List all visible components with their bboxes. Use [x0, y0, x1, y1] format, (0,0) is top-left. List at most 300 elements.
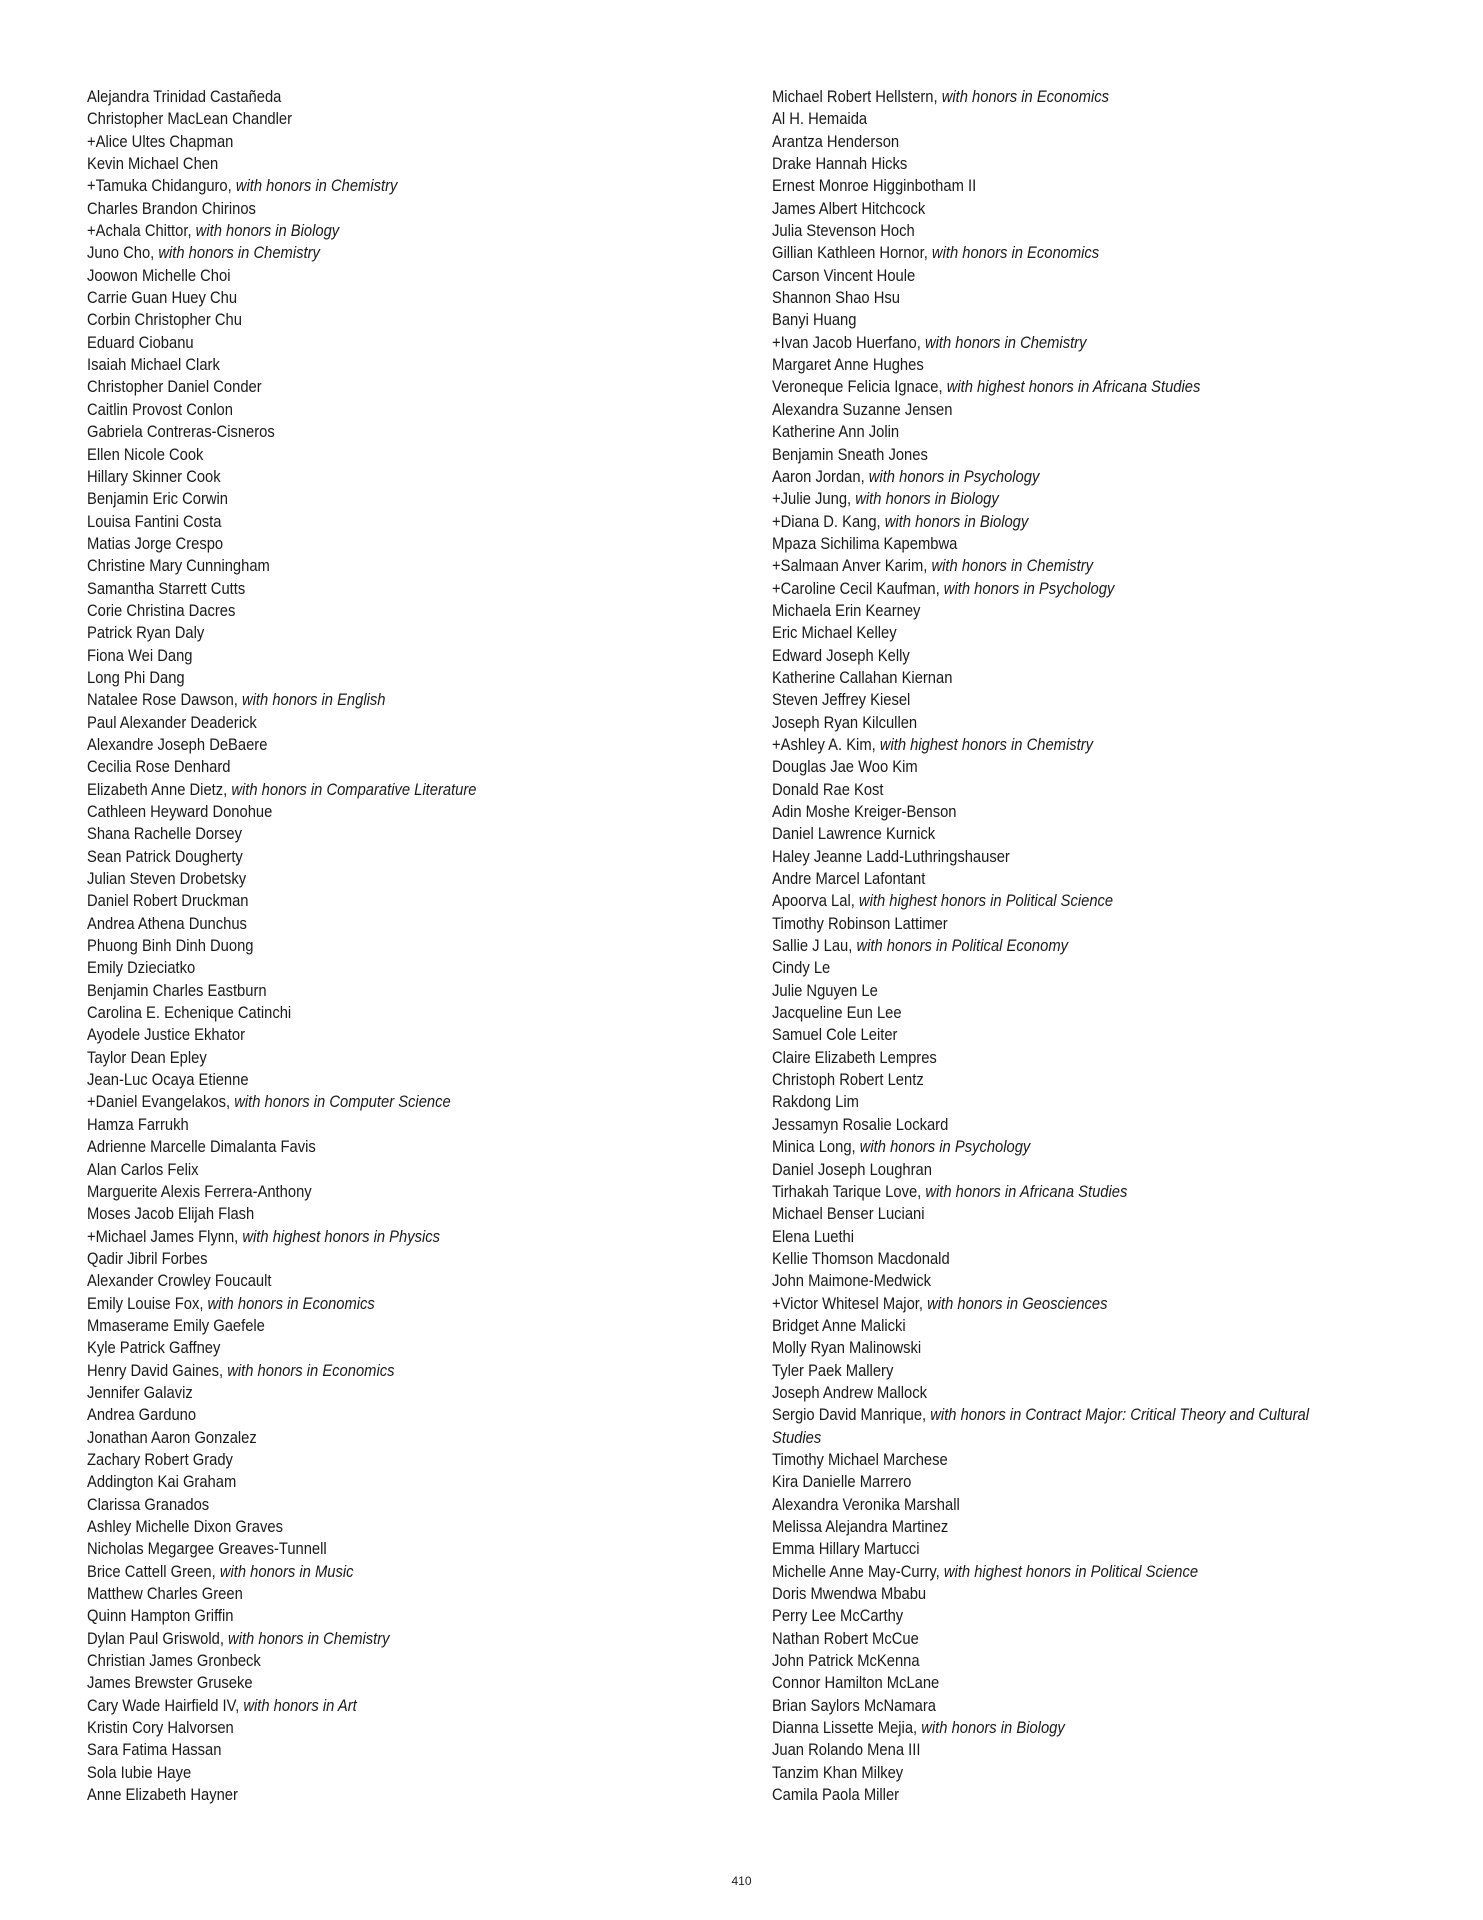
- graduate-entry: [772, 1605, 1330, 1627]
- honors-designation: with honors in Computer Science: [234, 1093, 451, 1112]
- graduate-name: Ellen Nicole Cook: [87, 445, 204, 464]
- honors-designation: with honors in Biology: [855, 490, 999, 509]
- graduate-name: Alejandra Trinidad Castañeda: [87, 88, 282, 106]
- graduate-name: Phuong Binh Dinh Duong: [87, 937, 254, 956]
- graduate-entry: [87, 913, 627, 935]
- honors-designation: with highest honors in Physics: [242, 1227, 440, 1246]
- graduate-name: Tanzim Khan Milkey: [772, 1763, 904, 1782]
- graduate-entry: [87, 1002, 627, 1024]
- graduate-name: Ashley Michelle Dixon Graves: [87, 1518, 283, 1536]
- graduate-entry: [87, 801, 627, 823]
- graduate-name: Jonathan Aaron Gonzalez: [87, 1428, 257, 1447]
- graduate-name: Jessamyn Rosalie Lockard: [772, 1115, 949, 1134]
- graduate-name: Carolina E. Echenique Catinchi: [87, 1004, 292, 1023]
- graduate-entry: [87, 265, 627, 287]
- graduate-entry: [87, 108, 627, 130]
- graduate-name: Paul Alexander Deaderick: [87, 713, 257, 732]
- graduate-entry: [87, 220, 627, 242]
- graduate-entry: [772, 779, 1330, 801]
- graduate-entry: [87, 1739, 627, 1761]
- graduate-name: Tirhakah Tarique Love,: [772, 1182, 922, 1201]
- graduate-entry: [87, 1382, 627, 1404]
- graduate-name: Daniel Robert Druckman: [87, 892, 249, 911]
- graduate-name: Bridget Anne Malicki: [772, 1316, 906, 1335]
- graduate-name: Timothy Michael Marchese: [772, 1450, 948, 1469]
- graduate-name: Minica Long,: [772, 1138, 856, 1157]
- graduate-name: Louisa Fantini Costa: [87, 512, 222, 531]
- graduate-entry: [87, 846, 627, 868]
- graduate-name: Christine Mary Cunningham: [87, 557, 270, 576]
- graduate-entry: [87, 1672, 627, 1694]
- graduate-entry: [772, 1047, 1330, 1069]
- graduate-entry: [87, 1494, 627, 1516]
- graduate-entry: [772, 846, 1330, 868]
- graduate-name: Nathan Robert McCue: [772, 1629, 919, 1648]
- graduate-entry: [772, 153, 1330, 175]
- graduate-entry: [772, 1203, 1330, 1225]
- graduate-name: Emily Dzieciatko: [87, 959, 196, 978]
- graduate-entry: [772, 890, 1330, 912]
- graduate-entry: [772, 868, 1330, 890]
- graduate-name: Sallie J Lau,: [772, 937, 853, 956]
- graduate-name: Drake Hannah Hicks: [772, 155, 908, 174]
- graduate-name: Benjamin Charles Eastburn: [87, 981, 267, 1000]
- graduate-entry: [772, 1114, 1330, 1136]
- graduate-entry: [772, 600, 1330, 622]
- graduate-entry: [87, 1024, 627, 1046]
- graduate-name: Molly Ryan Malinowski: [772, 1339, 922, 1358]
- graduate-entry: [772, 332, 1330, 354]
- graduate-entry: [772, 309, 1330, 331]
- honors-designation: with honors in Chemistry: [931, 557, 1093, 576]
- graduate-name: Adin Moshe Kreiger-Benson: [772, 803, 957, 821]
- graduate-entry: [87, 980, 627, 1002]
- graduate-name: Christian James Gronbeck: [87, 1652, 261, 1671]
- graduate-name: Perry Lee McCarthy: [772, 1607, 904, 1626]
- graduate-name: Mmaserame Emily Gaefele: [87, 1316, 265, 1335]
- graduate-name: Charles Brandon Chirinos: [87, 199, 256, 218]
- graduate-entry: [772, 1337, 1330, 1359]
- graduate-name: Brice Cattell Green,: [87, 1562, 216, 1581]
- graduate-name: Anne Elizabeth Hayner: [87, 1786, 238, 1805]
- graduate-entry: [87, 935, 627, 957]
- graduate-entry: [87, 86, 627, 108]
- graduate-entry: [87, 488, 627, 510]
- graduate-entry: [772, 667, 1330, 689]
- graduate-name: Eduard Ciobanu: [87, 333, 194, 352]
- graduate-name: Camila Paola Miller: [772, 1786, 900, 1805]
- graduate-name: Zachary Robert Grady: [87, 1450, 233, 1469]
- graduate-name: +Alice Ultes Chapman: [87, 132, 234, 151]
- graduate-entry: [87, 957, 627, 979]
- graduate-name: Steven Jeffrey Kiesel: [772, 691, 911, 710]
- graduate-entry: [87, 1091, 627, 1113]
- graduate-entry: [772, 86, 1330, 108]
- graduate-name: +Ashley A. Kim,: [772, 735, 876, 754]
- graduate-entry: [772, 265, 1330, 287]
- graduate-name: Nicholas Megargee Greaves-Tunnell: [87, 1540, 327, 1559]
- graduate-entry: [772, 1672, 1330, 1694]
- graduate-name: Edward Joseph Kelly: [772, 646, 910, 665]
- graduate-name: Ayodele Justice Ekhator: [87, 1026, 245, 1045]
- graduate-name: Jean-Luc Ocaya Etienne: [87, 1071, 249, 1090]
- graduate-name: Taylor Dean Epley: [87, 1048, 207, 1067]
- graduate-name: James Albert Hitchcock: [772, 199, 926, 218]
- graduate-entry: [87, 555, 627, 577]
- graduate-entry: [772, 622, 1330, 644]
- graduate-name: Daniel Joseph Loughran: [772, 1160, 932, 1179]
- honors-designation: with honors in Psychology: [868, 467, 1040, 486]
- graduate-name: +Caroline Cecil Kaufman,: [772, 579, 940, 598]
- graduate-entry: [772, 1226, 1330, 1248]
- graduate-name: Ernest Monroe Higginbotham II: [772, 177, 977, 196]
- graduate-name: Corbin Christopher Chu: [87, 311, 242, 330]
- graduate-name: Andre Marcel Lafontant: [772, 870, 926, 889]
- graduate-entry: [772, 1650, 1330, 1672]
- graduate-name: Katherine Callahan Kiernan: [772, 668, 953, 687]
- graduate-name: Joseph Andrew Mallock: [772, 1383, 927, 1402]
- honors-designation: with honors in English: [241, 691, 386, 710]
- graduate-entry: [772, 198, 1330, 220]
- graduate-entry: [87, 1583, 627, 1605]
- graduate-entry: [772, 220, 1330, 242]
- graduate-entry: [772, 645, 1330, 667]
- graduate-entry: [87, 399, 627, 421]
- honors-designation: with honors in Chemistry: [924, 333, 1087, 352]
- graduate-name: Samuel Cole Leiter: [772, 1026, 898, 1045]
- graduate-name: Qadir Jibril Forbes: [87, 1249, 208, 1268]
- graduate-entry: [772, 1293, 1330, 1315]
- graduate-entry: [772, 533, 1330, 555]
- honors-designation: with honors in Biology: [884, 512, 1029, 531]
- graduate-name: Corie Christina Dacres: [87, 601, 236, 620]
- graduate-entry: [772, 1136, 1330, 1158]
- graduate-entry: [772, 1002, 1330, 1024]
- graduate-name: Joowon Michelle Choi: [87, 266, 231, 285]
- graduate-entry: [87, 1069, 627, 1091]
- graduate-entry: [772, 1024, 1330, 1046]
- honors-designation: with honors in Political Economy: [856, 937, 1069, 956]
- graduate-name: Shana Rachelle Dorsey: [87, 825, 242, 844]
- graduate-name: +Julie Jung,: [772, 490, 852, 509]
- graduate-entry: [87, 332, 627, 354]
- graduate-entry: [772, 511, 1330, 533]
- graduate-entry: [87, 1717, 627, 1739]
- graduate-name: Emma Hillary Martucci: [772, 1540, 920, 1559]
- graduate-entry: [772, 734, 1330, 756]
- graduate-name: Cecilia Rose Denhard: [87, 758, 231, 777]
- graduate-name: Caitlin Provost Conlon: [87, 400, 233, 419]
- graduate-name: Alexandre Joseph DeBaere: [87, 735, 268, 754]
- graduate-name: Daniel Lawrence Kurnick: [772, 825, 936, 844]
- graduate-name: Apoorva Lal,: [772, 892, 855, 911]
- graduate-entry: [87, 376, 627, 398]
- graduate-name: +Salmaan Anver Karim,: [772, 557, 928, 576]
- graduate-name: Mpaza Sichilima Kapembwa: [772, 534, 958, 553]
- graduate-list-left-column: [87, 86, 627, 1806]
- graduate-name: Kyle Patrick Gaffney: [87, 1339, 221, 1358]
- graduate-name: Carson Vincent Houle: [772, 266, 916, 285]
- graduate-entry: [772, 1516, 1330, 1538]
- graduate-entry: [87, 1047, 627, 1069]
- graduate-name: Veroneque Felicia Ignace,: [772, 378, 943, 397]
- graduate-name: Sean Patrick Dougherty: [87, 847, 243, 866]
- graduate-entry: [87, 242, 627, 264]
- graduate-name: Douglas Jae Woo Kim: [772, 758, 918, 777]
- graduate-name: Benjamin Eric Corwin: [87, 490, 229, 509]
- graduate-name: Hillary Skinner Cook: [87, 467, 221, 486]
- graduate-entry: [772, 578, 1330, 600]
- graduate-name: Juan Rolando Mena III: [772, 1741, 921, 1760]
- honors-designation: with honors in Art: [243, 1696, 357, 1715]
- graduate-entry: [87, 1337, 627, 1359]
- graduate-name: Julie Nguyen Le: [772, 981, 878, 1000]
- graduate-name: Hamza Farrukh: [87, 1115, 189, 1134]
- graduate-entry: [772, 1382, 1330, 1404]
- graduate-name: Moses Jacob Elijah Flash: [87, 1205, 255, 1224]
- graduate-entry: [87, 779, 627, 801]
- honors-designation: with honors in Psychology: [943, 579, 1115, 598]
- graduate-name: Marguerite Alexis Ferrera-Anthony: [87, 1182, 312, 1201]
- graduate-entry: [772, 1159, 1330, 1181]
- graduate-entry: [772, 1449, 1330, 1471]
- graduate-entry: [772, 1784, 1330, 1806]
- graduate-name: Rakdong Lim: [772, 1093, 859, 1112]
- graduate-name: Fiona Wei Dang: [87, 646, 193, 665]
- graduate-entry: [772, 1091, 1330, 1113]
- graduate-name: Doris Mwendwa Mbabu: [772, 1585, 927, 1604]
- graduate-name: Dianna Lissette Mejia,: [772, 1719, 918, 1738]
- graduate-entry: [772, 1538, 1330, 1560]
- graduate-entry: [87, 890, 627, 912]
- graduate-entry: [87, 1762, 627, 1784]
- graduate-name: Christoph Robert Lentz: [772, 1071, 924, 1090]
- graduate-name: Katherine Ann Jolin: [772, 423, 900, 442]
- graduate-name: Claire Elizabeth Lempres: [772, 1048, 937, 1067]
- graduate-name: Timothy Robinson Lattimer: [772, 914, 948, 933]
- graduate-entry: [87, 421, 627, 443]
- graduate-name: Henry David Gaines,: [87, 1361, 224, 1380]
- graduate-name: Matias Jorge Crespo: [87, 534, 224, 553]
- graduate-name: Sola Iubie Haye: [87, 1763, 192, 1782]
- graduate-entry: [87, 1471, 627, 1493]
- graduate-entry: [772, 712, 1330, 734]
- graduate-name: Patrick Ryan Daly: [87, 624, 205, 643]
- graduate-list-right-column: [772, 86, 1330, 1806]
- graduate-name: Sara Fatima Hassan: [87, 1741, 222, 1760]
- graduate-name: Isaiah Michael Clark: [87, 356, 220, 375]
- honors-designation: with honors in Chemistry: [235, 177, 398, 196]
- graduate-name: Jennifer Galaviz: [87, 1383, 193, 1402]
- graduate-name: Gillian Kathleen Hornor,: [772, 244, 928, 263]
- graduate-name: Matthew Charles Green: [87, 1585, 243, 1604]
- honors-designation: with highest honors in Africana Studies: [946, 378, 1201, 397]
- graduate-entry: [772, 913, 1330, 935]
- graduate-name: Banyi Huang: [772, 311, 857, 330]
- graduate-name: +Tamuka Chidanguro,: [87, 177, 232, 196]
- honors-designation: with honors in Psychology: [859, 1138, 1031, 1157]
- honors-designation: with honors in Chemistry: [158, 244, 320, 263]
- graduate-entry: [772, 175, 1330, 197]
- graduate-entry: [87, 198, 627, 220]
- graduate-name: Joseph Ryan Kilcullen: [772, 713, 918, 732]
- honors-designation: with honors in Geosciences: [927, 1294, 1108, 1313]
- graduate-entry: [772, 957, 1330, 979]
- graduate-entry: [87, 712, 627, 734]
- graduate-entry: [87, 600, 627, 622]
- honors-designation: with highest honors in Chemistry: [879, 735, 1094, 754]
- graduate-entry: [87, 1293, 627, 1315]
- honors-designation: with honors in Economics: [931, 244, 1100, 263]
- graduate-entry: [87, 1136, 627, 1158]
- graduate-entry: [772, 823, 1330, 845]
- graduate-entry: [772, 1494, 1330, 1516]
- graduate-entry: [87, 1695, 627, 1717]
- graduate-entry: [772, 1270, 1330, 1292]
- graduate-name: +Daniel Evangelakos,: [87, 1093, 231, 1112]
- graduate-entry: [87, 1605, 627, 1627]
- honors-designation: with highest honors in Political Science: [943, 1562, 1199, 1581]
- graduate-entry: [772, 399, 1330, 421]
- graduate-entry: [87, 689, 627, 711]
- graduate-name: Michelle Anne May-Curry,: [772, 1562, 940, 1581]
- graduate-entry: [87, 1203, 627, 1225]
- graduate-entry: [87, 1114, 627, 1136]
- graduate-entry: [772, 488, 1330, 510]
- graduate-entry: [772, 131, 1330, 153]
- graduate-name: Elena Luethi: [772, 1227, 855, 1246]
- graduate-name: Emily Louise Fox,: [87, 1294, 204, 1313]
- graduate-name: +Ivan Jacob Huerfano,: [772, 333, 921, 352]
- honors-designation: with honors in Contract Major: Critical Theory and Cultural Studies: [772, 1406, 1310, 1447]
- graduate-entry: [87, 533, 627, 555]
- graduate-entry: [87, 354, 627, 376]
- graduate-entry: [772, 466, 1330, 488]
- graduate-entry: [772, 689, 1330, 711]
- honors-designation: with honors in Biology: [921, 1719, 1065, 1738]
- graduate-name: Elizabeth Anne Dietz,: [87, 780, 228, 799]
- graduate-entry: [772, 1561, 1330, 1583]
- graduate-entry: [87, 868, 627, 890]
- graduate-name: Donald Rae Kost: [772, 780, 884, 799]
- graduate-name: Juno Cho,: [87, 244, 155, 263]
- graduate-name: Samantha Starrett Cutts: [87, 579, 246, 598]
- graduate-name: +Michael James Flynn,: [87, 1227, 239, 1246]
- graduate-entry: [87, 444, 627, 466]
- graduate-name: Addington Kai Graham: [87, 1473, 237, 1492]
- graduate-name: Alexander Crowley Foucault: [87, 1272, 272, 1291]
- graduate-name: Brian Saylors McNamara: [772, 1696, 936, 1715]
- graduate-name: Kira Danielle Marrero: [772, 1473, 912, 1492]
- graduate-name: Julia Stevenson Hoch: [772, 222, 915, 241]
- graduate-name: Quinn Hampton Griffin: [87, 1607, 234, 1626]
- graduate-entry: [772, 1695, 1330, 1717]
- graduate-entry: [87, 309, 627, 331]
- graduate-entry: [87, 1248, 627, 1270]
- graduate-name: Shannon Shao Hsu: [772, 289, 900, 308]
- graduate-entry: [87, 734, 627, 756]
- graduate-name: Kellie Thomson Macdonald: [772, 1249, 950, 1268]
- graduate-name: Cary Wade Hairfield IV,: [87, 1696, 240, 1715]
- graduate-name: Clarissa Granados: [87, 1495, 210, 1514]
- graduate-name: Jacqueline Eun Lee: [772, 1004, 902, 1023]
- graduate-entry: [87, 287, 627, 309]
- graduate-entry: [87, 578, 627, 600]
- honors-designation: with highest honors in Political Science: [858, 892, 1114, 911]
- graduate-entry: [772, 1315, 1330, 1337]
- graduate-entry: [772, 801, 1330, 823]
- graduate-entry: [87, 1315, 627, 1337]
- graduate-entry: [772, 1739, 1330, 1761]
- graduate-name: Michael Benser Luciani: [772, 1205, 925, 1224]
- graduate-name: Melissa Alejandra Martinez: [772, 1518, 949, 1536]
- graduate-entry: [87, 131, 627, 153]
- graduate-name: Cindy Le: [772, 959, 831, 978]
- graduate-entry: [87, 1270, 627, 1292]
- graduate-name: Margaret Anne Hughes: [772, 356, 924, 375]
- graduate-name: Natalee Rose Dawson,: [87, 691, 238, 710]
- graduate-entry: [772, 1360, 1330, 1382]
- graduate-entry: [87, 1784, 627, 1806]
- graduate-name: Kristin Cory Halvorsen: [87, 1719, 234, 1738]
- graduate-entry: [772, 1628, 1330, 1650]
- graduate-name: Tyler Paek Mallery: [772, 1361, 894, 1380]
- graduate-name: Julian Steven Drobetsky: [87, 870, 247, 889]
- graduate-name: Connor Hamilton McLane: [772, 1674, 940, 1693]
- graduate-name: Michael Robert Hellstern,: [772, 88, 938, 106]
- graduate-entry: [772, 1248, 1330, 1270]
- honors-designation: with honors in Economics: [207, 1294, 375, 1313]
- graduate-entry: [87, 823, 627, 845]
- graduate-entry: [772, 242, 1330, 264]
- graduate-entry: [772, 935, 1330, 957]
- graduate-name: Alan Carlos Felix: [87, 1160, 199, 1179]
- honors-designation: with honors in Chemistry: [228, 1629, 390, 1648]
- graduate-entry: [87, 1628, 627, 1650]
- graduate-name: Arantza Henderson: [772, 132, 900, 151]
- graduate-name: Long Phi Dang: [87, 668, 185, 687]
- graduate-entry: [772, 1471, 1330, 1493]
- graduate-name: Adrienne Marcelle Dimalanta Favis: [87, 1138, 316, 1157]
- graduate-name: Andrea Garduno: [87, 1406, 197, 1425]
- graduate-entry: [87, 175, 627, 197]
- graduate-entry: [87, 645, 627, 667]
- graduate-entry: [87, 1561, 627, 1583]
- graduate-entry: [772, 1069, 1330, 1091]
- graduate-name: Andrea Athena Dunchus: [87, 914, 247, 933]
- graduate-name: Dylan Paul Griswold,: [87, 1629, 224, 1648]
- graduate-entry: [87, 1159, 627, 1181]
- graduate-entry: [87, 511, 627, 533]
- graduate-name: +Diana D. Kang,: [772, 512, 881, 531]
- graduate-name: Gabriela Contreras-Cisneros: [87, 423, 275, 442]
- graduate-name: Kevin Michael Chen: [87, 155, 219, 174]
- graduate-name: Aaron Jordan,: [772, 467, 865, 486]
- graduate-name: Cathleen Heyward Donohue: [87, 803, 273, 821]
- honors-designation: with honors in Comparative Literature: [231, 780, 477, 799]
- graduate-entry: [772, 1181, 1330, 1203]
- honors-designation: with honors in Music: [219, 1562, 354, 1581]
- graduate-entry: [87, 153, 627, 175]
- graduate-entry: [87, 1360, 627, 1382]
- graduate-entry: [772, 555, 1330, 577]
- graduate-name: Christopher Daniel Conder: [87, 378, 262, 397]
- graduate-name: Al H. Hemaida: [772, 110, 868, 129]
- graduate-name: John Maimone-Medwick: [772, 1272, 932, 1291]
- graduate-name: +Achala Chittor,: [87, 222, 192, 241]
- graduate-entry: [87, 1650, 627, 1672]
- honors-designation: with honors in Economics: [941, 88, 1109, 106]
